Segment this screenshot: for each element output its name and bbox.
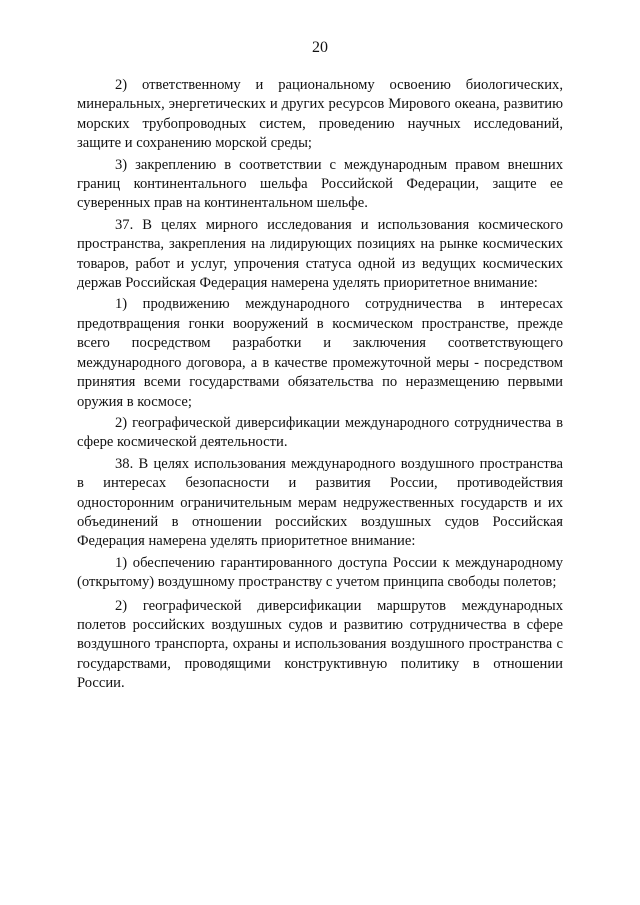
paragraph-item-36-2: 2) ответственному и рациональному освоению биологических, минеральных, энергетических и других ресурсов Мирового океана, развитию морских трубопроводных систем, проведению научных исследований, защите и сохранению морской среды; [77,77,563,152]
paragraph-article-37: 37. В целях мирного исследования и использования космического пространства, закрепления на лидирующих позициях на рынке космических товаров, работ и услуг, упрочения статуса одной из ведущих космических держав Российская Федерация намерена уделять приоритетное внимание: [77,216,563,292]
paragraph-item-36-3: 3) закреплению в соответствии с международным правом внешних границ континентального шельфа Российской Федерации, защите ее суверенных прав на континентальном шельфе. [77,156,563,212]
paragraph-item-38-1: 1) обеспечению гарантированного доступа России к международному (открытому) воздушному пространству с учетом принципа свободы полетов; [77,554,563,591]
paragraph-item-38-2: 2) географической диверсификации маршрутов международных полетов российских воздушных судов и развитию сотрудничества в сфере воздушного транспорта, охраны и использования воздушного пространства с государствами, проводящими конструктивную политику в отношении России. [77,597,563,692]
page-number: 20 [312,39,328,56]
paragraph-article-38: 38. В целях использования международного воздушного пространства в интересах безопасности и развития России, противодействия односторонним ограничительным мерам недружественных государств и их объединений в отношении российских воздушных судов Российская Федерация намерена уделять приоритетное внимание: [77,455,563,550]
document-body [77,76,563,696]
paragraph-item-37-1: 1) продвижению международного сотрудничества в интересах предотвращения гонки вооружений в космическом пространстве, прежде всего посредством разработки и заключения соответствующего международного договора, а в качестве промежуточной меры - посредством принятия всеми государствами обязательства по неразмещению первыми оружия в космосе; [77,296,563,410]
paragraph-item-37-2: 2) географической диверсификации международного сотрудничества в сфере космической деятельности. [77,414,563,451]
